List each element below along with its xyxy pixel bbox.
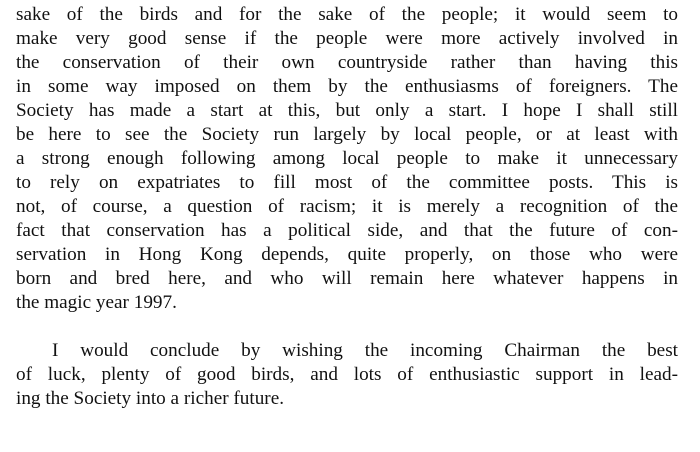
text-line: a strong enough following among local people to make it unnecessary (16, 148, 678, 169)
text-line: born and bred here, and who will remain here whatever happens in (16, 268, 678, 289)
text-line: sake of the birds and for the sake of the people; it would seem to (16, 4, 678, 25)
text-line: to rely on expatriates to fill most of the committee posts. This is (16, 172, 678, 193)
text-line: the conservation of their own countryside rather than having this (16, 52, 678, 73)
text-line: fact that conservation has a political side, and that the future of con- (16, 220, 678, 241)
text-line: be here to see the Society run largely by local people, or at least with (16, 124, 678, 145)
text-line: ing the Society into a richer future. (16, 388, 285, 409)
text-line: not, of course, a question of racism; it is merely a recognition of the (16, 196, 678, 217)
text-line: servation in Hong Kong depends, quite properly, on those who were (16, 244, 678, 265)
text-line: in some way imposed on them by the enthusiasms of foreigners. The (16, 76, 678, 97)
text-line: I would conclude by wishing the incoming Chairman the best (52, 340, 678, 361)
text-line: the magic year 1997. (16, 292, 177, 313)
text-line: make very good sense if the people were more actively involved in (16, 28, 678, 49)
text-line: of luck, plenty of good birds, and lots of enthusiastic support in lead- (16, 364, 678, 385)
text-line: Society has made a start at this, but only a start. I hope I shall still (16, 100, 678, 121)
